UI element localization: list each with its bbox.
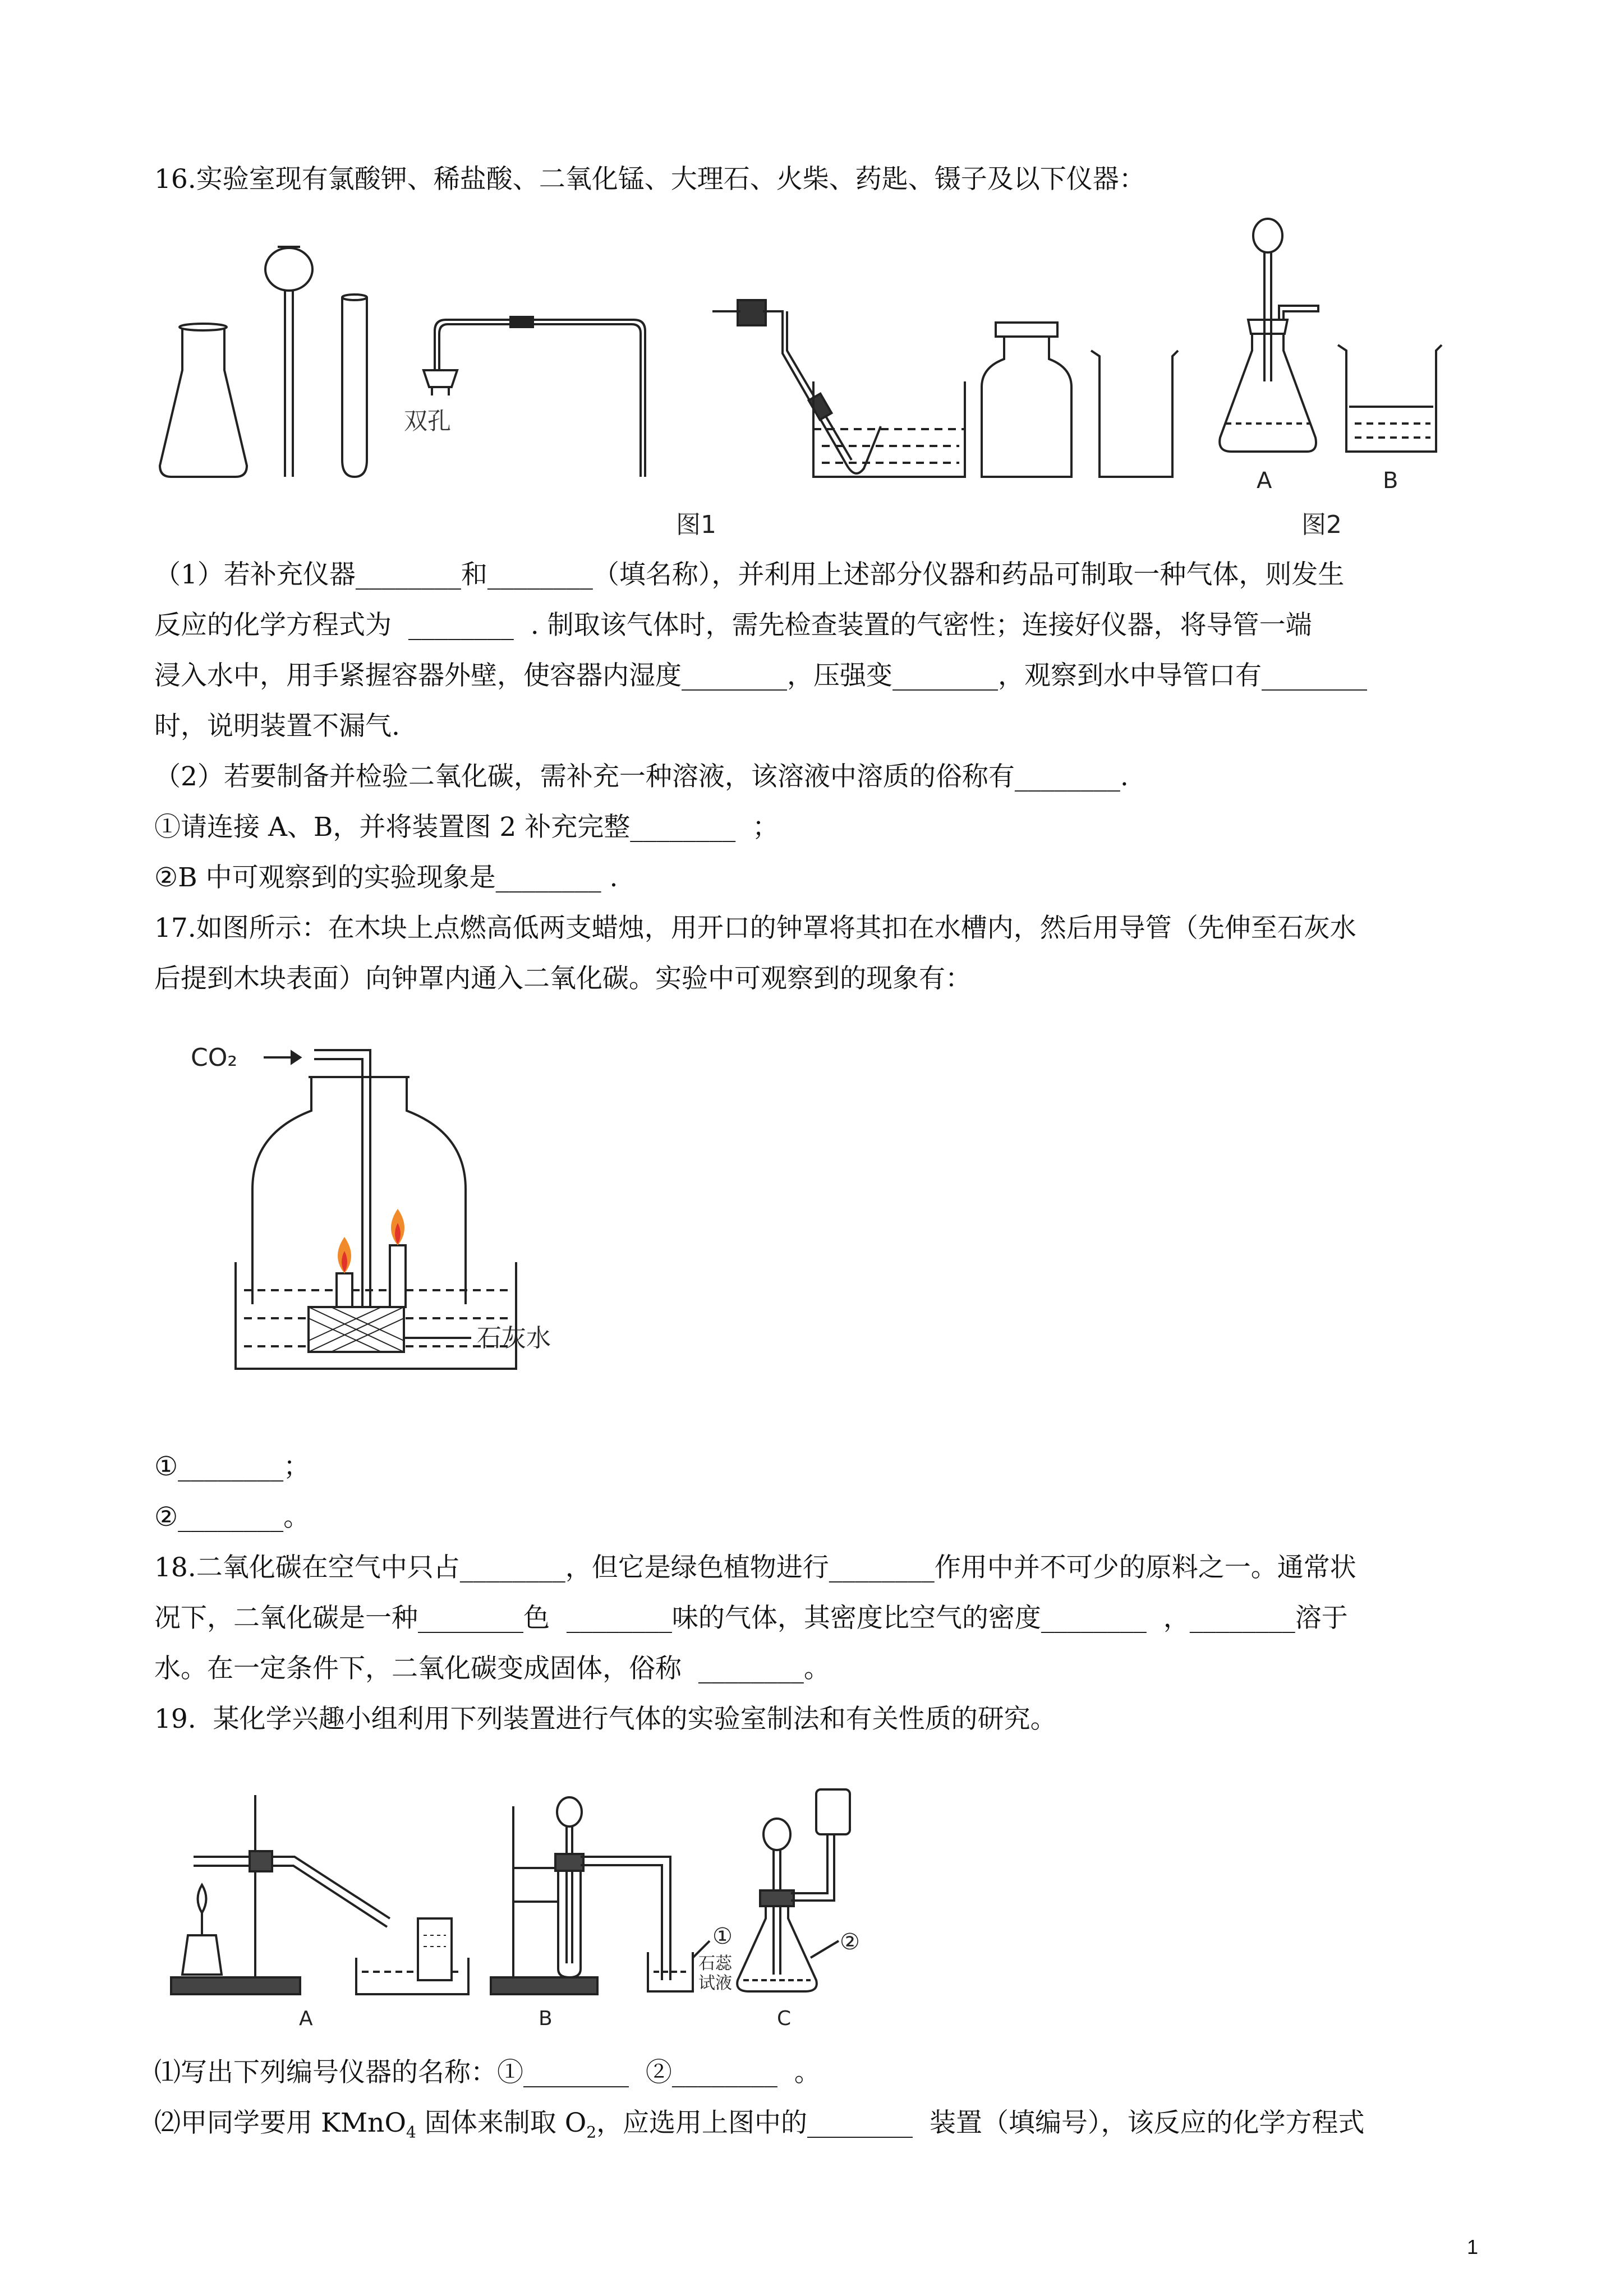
litmus-label-line1: 石蕊	[698, 1954, 732, 1973]
fig2-caption: 图2	[1301, 510, 1342, 539]
q16-part2-line3: ②B 中可观察到的实验现象是________ .	[154, 862, 618, 893]
q16-stem: 16.实验室现有氯酸钾、稀盐酸、二氧化锰、大理石、火柴、药匙、镊子及以下仪器：	[154, 164, 1145, 195]
q19-mark-2: ②	[840, 1929, 860, 1955]
q16-part1-line2: 反应的化学方程式为 ________ . 制取该气体时，需先检查装置的气密性；连接好仪器，将导管一端	[154, 610, 1312, 641]
apparatus-b-icon	[491, 1797, 710, 1994]
litmus-label-line2: 试液	[698, 1973, 732, 1993]
co2-label: CO₂	[191, 1043, 237, 1072]
q18-line1: 18.二氧化碳在空气中只占________，但它是绿色植物进行________作用中并不可少的原料之一。通常状	[154, 1552, 1356, 1583]
q16-part1-line3: 浸入水中，用手紧握容器外壁，使容器内湿度________，压强变________，观察到水中导管口有________	[154, 660, 1367, 691]
q18-line3: 水。在一定条件下，二氧化碳变成固体，俗称 ________。	[154, 1653, 830, 1684]
gas-collecting-bottle-icon	[982, 323, 1071, 477]
q16-part1-line1: （1）若补充仪器________和________（填名称），并利用上述部分仪器和药品可制取一种气体，则发生	[154, 559, 1345, 590]
two-hole-stopper-tube-icon	[424, 317, 645, 477]
long-neck-funnel-icon	[265, 247, 312, 477]
q19-mark-1: ①	[712, 1924, 733, 1949]
test-tube-icon	[342, 295, 367, 477]
q19-part2: ⑵甲同学要用 KMnO$_4$ 固体来制取 $O_2$，应选用上图中的________ 装置（填编号），该反应的化学方程式	[154, 2108, 1365, 2142]
fig2-label-b: B	[1383, 468, 1398, 494]
water-trough-icon	[813, 381, 965, 477]
q19-label-c: C	[777, 2007, 792, 2030]
apparatus-c-icon	[737, 1789, 850, 1991]
q17-stem-line1: 17.如图所示：在木块上点燃高低两支蜡烛，用开口的钟罩将其扣在水槽内，然后用导管（先伸至石灰水	[154, 913, 1356, 944]
q18-line2: 况下，二氧化碳是一种________色 ________味的气体，其密度比空气的密度________ ，________溶于	[154, 1603, 1348, 1634]
page-number: 1	[1466, 2235, 1478, 2258]
q19-label-a: A	[299, 2007, 313, 2030]
q17-answer2: ②________。	[154, 1502, 310, 1533]
q16-part2-line1: （2）若要制备并检验二氧化碳，需补充一种溶液，该溶液中溶质的俗称有________.	[154, 761, 1129, 792]
beaker-icon	[1091, 351, 1178, 477]
q16-part1-line4: 时，说明装置不漏气.	[154, 711, 400, 742]
conical-flask-icon	[160, 324, 247, 477]
q17-stem-line2: 后提到木块表面）向钟罩内通入二氧化碳。实验中可观察到的现象有：	[154, 963, 972, 994]
fig2-apparatus-b-icon	[1338, 345, 1442, 452]
q17-answer1: ①________；	[154, 1451, 310, 1482]
fig1-caption: 图1	[676, 510, 716, 539]
apparatus-a-icon	[171, 1795, 468, 1994]
q16-part2-line2: ①请连接 A、B，并将装置图 2 补充完整________ ；	[154, 812, 779, 843]
twohole-label: 双孔	[404, 407, 452, 435]
fig2-label-a: A	[1257, 468, 1272, 494]
q19-label-b: B	[539, 2007, 553, 2030]
q19-apparatus-figure	[154, 1773, 884, 2031]
q19-stem: 19. 某化学兴趣小组利用下列装置进行气体的实验室制法和有关性质的研究。	[154, 1704, 1057, 1734]
stopper-delivery-tube-icon	[712, 300, 881, 473]
fig2-apparatus-a-icon	[1220, 219, 1318, 452]
limewater-label: 石灰水	[477, 1324, 551, 1352]
q19-part1: ⑴写出下列编号仪器的名称：①________ ②________ 。	[154, 2057, 821, 2088]
q16-apparatus-figure	[151, 213, 1487, 550]
q17-bell-jar-figure	[180, 1027, 640, 1419]
